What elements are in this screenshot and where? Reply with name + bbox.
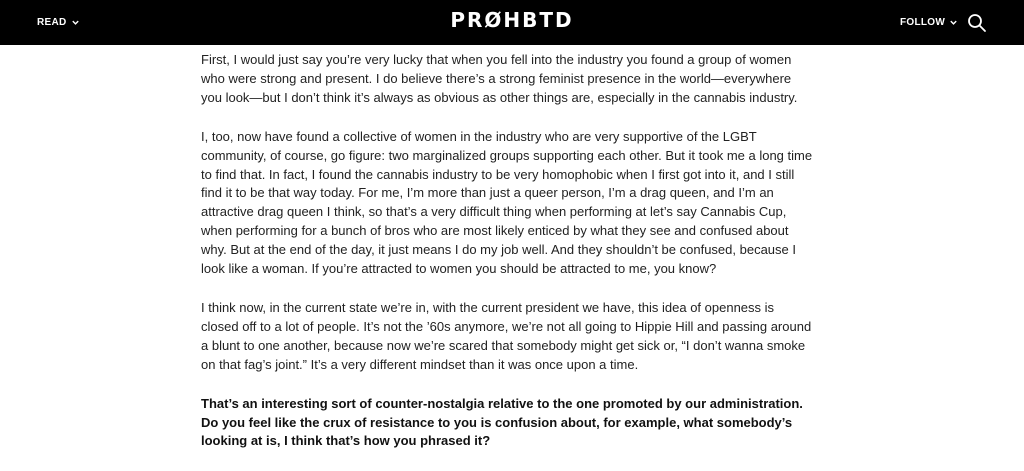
interview-question: That’s an interesting sort of counter-nostalgia relative to the one promoted by our administration. Do you feel like the crux of resistance to you is confusion about, for example, what somebody’s looking at is, I think that’s how you phrased it? [201,395,803,449]
article-paragraph: I think now, in the current state we’re in, with the current president we have, this idea of openness is closed off to a lot of people. It’s not the ’60s anymore, we’re not all going to Hippie Hill and passing around a blunt to one another, because now we’re scared that somebody might get sick or, “I don’t wanna smoke on that fag’s joint.” It’s a very different mindset than it was once upon a time. [201,299,812,372]
search-icon[interactable] [967,13,987,33]
top-navigation-bar [0,0,1024,45]
article-paragraph: I, too, now have found a collective of women in the industry who are very supportive of the LGBT community, of course, go figure: two marginalized groups supporting each other. But it took me a long time to find that. In fact, I found the cannabis industry to be very homophobic when I first got into it, and I still find it to be that way today. For me, I’m more than just a queer person, I’m a drag queen, and I’m an attractive drag queen I think, so that’s a very difficult thing when performing at let’s say Cannabis Cup, when performing for a bunch of bros who are most likely enticed by what they see and confused about why. But at the end of the day, it just means I do my job well. And they shouldn’t be confused, because I look like a woman. If you’re attracted to women you should be attracted to me, you know? [201,128,813,277]
follow-menu-label: FOLLOW [900,16,946,28]
read-menu-label: READ [37,16,67,28]
follow-menu[interactable] [900,15,958,29]
chevron-down-icon [949,18,958,27]
site-logo[interactable]: PRØHBTD [450,8,574,32]
article-body [201,51,813,471]
article-paragraph: First, I would just say you’re very lucky that when you fell into the industry you found a group of women who were strong and present. I do believe there’s a strong feminist presence in the world—everywhere you look—but I don’t think it’s always as obvious as other things are, especially in the cannabis industry. [201,52,798,105]
